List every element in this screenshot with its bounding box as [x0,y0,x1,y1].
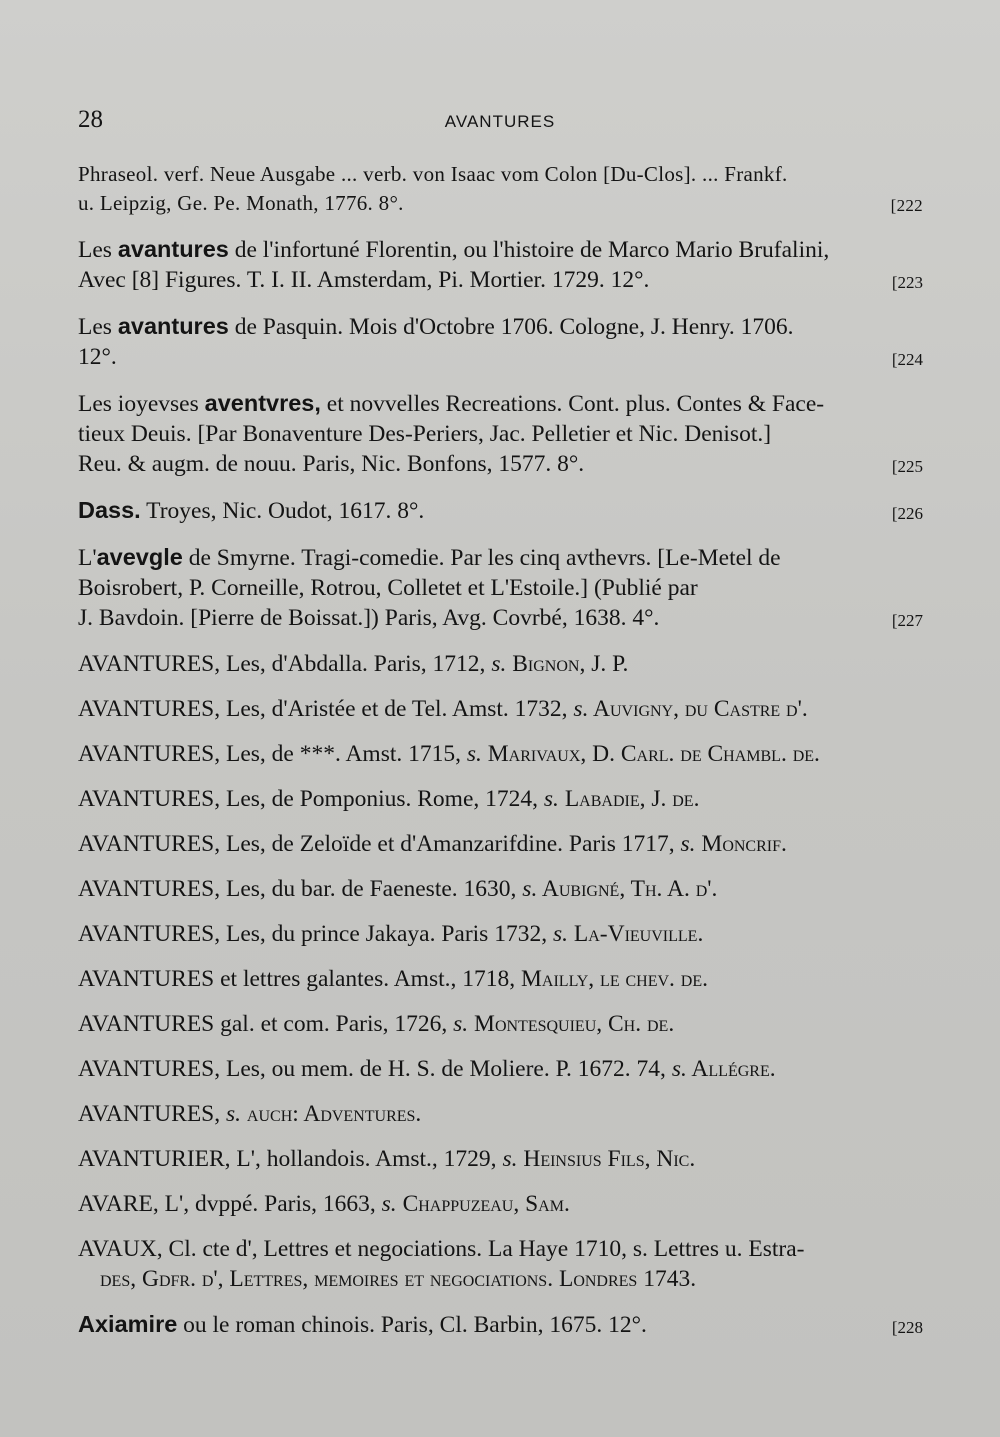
see-marker: s. [502,1146,518,1172]
cross-ref-text: AVANTURES, Les, du bar. de Faeneste. 1630, [78,876,523,902]
bibliography-entry-228 [78,1309,923,1340]
cross-reference [78,739,923,769]
see-marker: s. [543,786,559,812]
entry-prefix: L' [78,545,97,571]
cross-ref-target: Labadie, J. de. [558,786,700,812]
entry-line: Reu. & augm. de nouu. Paris, Nic. Bonfons, 1577. 8°. [78,451,585,477]
cross-ref-text: AVANTURES, Les, d'Aristée et de Tel. Amst. 1732, [78,696,574,722]
cross-reference [78,649,923,679]
entry-number: [223 [891,273,923,292]
entry-number: [224 [891,350,923,369]
cross-ref-text: AVANTURES gal. et com. Paris, 1726, [78,1011,454,1037]
see-marker: s. [522,876,538,902]
cross-reference-avaux [78,1234,923,1294]
entry-keyword: Dass. [78,497,141,523]
cross-ref-text: AVANTURES, [78,1101,226,1127]
entry-prefix: Les [78,314,118,340]
bibliography-entry-225 [78,388,923,479]
cross-reference [78,919,923,949]
entry-line: Phraseol. verf. Neue Ausgabe ... verb. von Isaac vom Colon [Du-Clos]. ... Frankf. [78,162,788,186]
cross-ref-target: auch: Adventures. [241,1101,422,1127]
entry-line: J. Bavdoin. [Pierre de Boissat.]) Paris, Avg. Covrbé, 1638. 4°. [78,605,660,631]
entry-line: Avec [8] Figures. T. I. II. Amsterdam, Pi. Mortier. 1729. 12°. [78,267,650,293]
cross-reference [78,1054,923,1084]
cross-ref-text: AVANTURES, Les, ou mem. de H. S. de Moliere. P. 1672. 74, [78,1056,672,1082]
cross-ref-text: AVANTURES, Les, de Pomponius. Rome, 1724, [78,786,544,812]
entry-keyword: avevgle [96,544,183,570]
cross-ref-target: Chappuzeau, Sam. [396,1191,570,1217]
cross-reference [78,1189,923,1219]
page-header [78,106,922,138]
entry-prefix: Les [78,237,118,263]
entry-number: [225 [891,457,923,476]
entry-text: de l'infortuné Florentin, ou l'histoire de Marco Mario Brufalini, [228,237,830,263]
cross-reference [78,964,923,994]
bibliography-entry-223 [78,234,923,295]
bibliography-entry-227 [78,542,923,633]
see-marker: s. [573,696,589,722]
entry-number: [227 [891,611,923,630]
cross-reference [78,1099,923,1129]
entry-line: u. Leipzig, Ge. Pe. Monath, 1776. 8°. [78,191,404,215]
cross-reference [78,874,923,904]
cross-ref-target: Allégre. [686,1056,776,1082]
entry-text: ou le roman chinois. Paris, Cl. Barbin, 1675. 12°. [177,1312,647,1338]
entry-keyword: avantures [117,236,229,262]
cross-reference [78,1144,923,1174]
bibliography-entry-226 [78,495,923,526]
entry-line: des, Gdfr. d', Lettres, memoires et negociations. Londres 1743. [100,1266,697,1292]
entry-text: Troyes, Nic. Oudot, 1617. 8°. [140,498,425,524]
entry-line: Boisrobert, P. Corneille, Rotrou, Colletet et L'Estoile.] (Publié par [78,575,698,601]
cross-reference [78,1009,923,1039]
entry-number: [226 [891,504,923,523]
entry-line: tieux Deuis. [Par Bonaventure Des-Periers, Jac. Pelletier et Nic. Denisot.] [78,421,772,447]
cross-ref-target: Montesquieu, Ch. de. [468,1011,675,1037]
entry-line: AVAUX, Cl. cte d', Lettres et negociations. La Haye 1710, s. Lettres u. Estra- [78,1236,805,1262]
entry-number: [228 [891,1318,923,1337]
cross-ref-target: Mailly, le chev. de. [521,966,708,992]
entry-keyword: Axiamire [78,1311,178,1337]
cross-ref-text: AVANTURES, Les, du prince Jakaya. Paris 1732, [78,921,553,947]
cross-ref-text: AVANTURES et lettres galantes. Amst., 1718, [78,966,522,992]
entry-prefix: Les ioyevses [78,391,205,417]
cross-reference [78,694,923,724]
cross-ref-target: Aubigné, Th. A. d'. [537,876,718,902]
see-marker: s. [226,1101,242,1127]
see-marker: s. [381,1191,397,1217]
cross-ref-target: La-Vieuville. [568,921,704,947]
see-marker: s. [453,1011,469,1037]
cross-ref-target: Moncrif. [695,831,787,857]
entry-text: de Pasquin. Mois d'Octobre 1706. Cologne, J. Henry. 1706. [228,314,794,340]
running-title: AVANTURES [444,112,556,131]
cross-reference [78,829,923,859]
cross-ref-target: Bignon, J. P. [506,651,629,677]
see-marker: s. [466,741,482,767]
cross-ref-target: Heinsius Fils, Nic. [517,1146,696,1172]
bibliography-entry-224 [78,311,923,372]
entry-keyword: aventvres, [204,390,321,416]
entry-list [78,160,923,1356]
cross-reference [78,784,923,814]
see-marker: s. [671,1056,687,1082]
cross-ref-target: Auvigny, du Castre d'. [588,696,808,722]
entry-text: et novvelles Recreations. Cont. plus. Contes & Face- [320,391,825,417]
page-number: 28 [78,106,103,133]
cross-ref-text: AVARE, L', dvppé. Paris, 1663, [78,1191,382,1217]
entry-number: [222 [890,196,923,215]
cross-ref-text: AVANTURIER, L', hollandois. Amst., 1729, [78,1146,503,1172]
cross-ref-target: Marivaux, D. Carl. de Chambl. de. [481,741,820,767]
bibliography-entry-222 [78,160,923,218]
see-marker: s. [680,831,696,857]
entry-keyword: avantures [117,313,229,339]
cross-ref-text: AVANTURES, Les, de ***. Amst. 1715, [78,741,467,767]
cross-ref-text: AVANTURES, Les, d'Abdalla. Paris, 1712, [78,651,492,677]
entry-text: de Smyrne. Tragi-comedie. Par les cinq avthevrs. [Le-Metel de [182,545,781,571]
cross-ref-text: AVANTURES, Les, de Zeloïde et d'Amanzarifdine. Paris 1717, [78,831,681,857]
see-marker: s. [491,651,507,677]
entry-line: 12°. [78,344,117,370]
see-marker: s. [552,921,568,947]
